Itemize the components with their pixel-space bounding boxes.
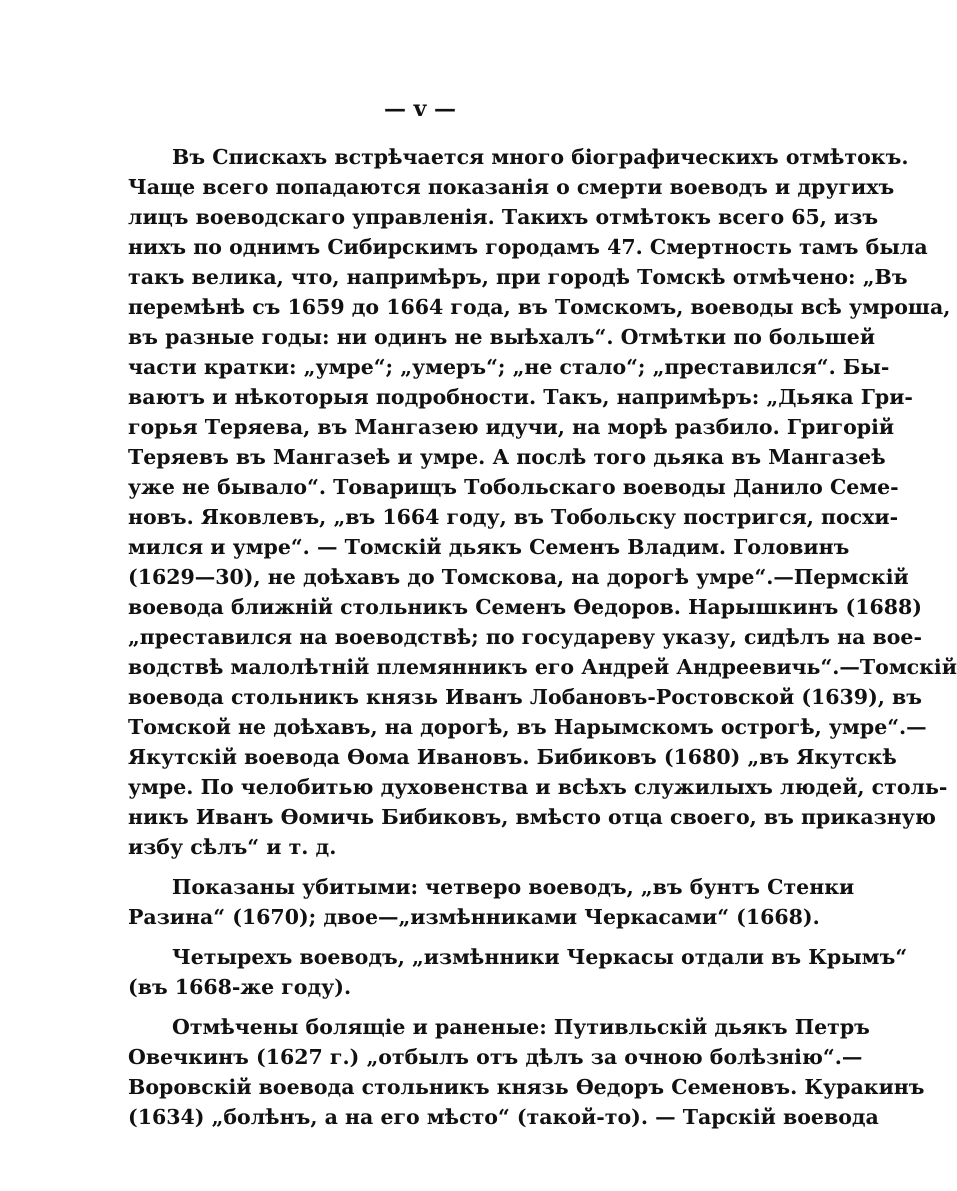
text-line: Воровскій воевода стольникъ князь Ѳедоръ Семеновъ. Куракинъ [128, 1075, 925, 1099]
paragraph-3 [128, 942, 908, 1002]
text-line: уже не бывало“. Товарищъ Тобольскаго воеводы Данило Семе- [128, 475, 899, 499]
text-line: лицъ воеводскаго управленія. Такихъ отмѣтокъ всего 65, изъ [128, 205, 879, 229]
text-line: (1634) „болѣнъ, а на его мѣсто“ (такой-то). — Тарскій воевода [128, 1105, 879, 1129]
text-line: Въ Спискахъ встрѣчается много біографическихъ отмѣтокъ. [172, 145, 909, 169]
page-number: — v — [383, 96, 457, 122]
text-line: нихъ по однимъ Сибирскимъ городамъ 47. Смертность тамъ была [128, 235, 928, 259]
text-line: (въ 1668-же году). [128, 975, 352, 999]
text-line: въ разные годы: ни одинъ не выѣхалъ“. Отмѣтки по большей [128, 325, 876, 349]
paragraph-1 [128, 142, 957, 862]
body-text [128, 142, 957, 1132]
text-line: Овечкинъ (1627 г.) „отбылъ отъ дѣлъ за очною болѣзнію“.— [128, 1045, 863, 1069]
text-line: Якутскій воевода Ѳома Ивановъ. Бибиковъ (1680) „въ Якутскѣ [128, 745, 897, 769]
text-line: ваютъ и нѣкоторыя подробности. Такъ, напримѣръ: „Дьяка Гри- [128, 385, 913, 409]
text-line: Разина“ (1670); двое—„измѣнниками Черкасами“ (1668). [128, 905, 820, 929]
text-line: Четырехъ воеводъ, „измѣнники Черкасы отдали въ Крымъ“ [172, 945, 908, 969]
text-line: умре. По челобитью духовенства и всѣхъ служилыхъ людей, столь- [128, 775, 948, 799]
text-line: Чаще всего попадаются показанія о смерти воеводъ и другихъ [128, 175, 895, 199]
text-line: новъ. Яковлевъ, „въ 1664 году, въ Тобольску постригся, посхи- [128, 505, 899, 529]
text-line: такъ велика, что, напримѣръ, при городѣ Томскѣ отмѣчено: „Въ [128, 265, 908, 289]
text-line: избу сѣлъ“ и т. д. [128, 835, 337, 859]
text-line: мился и умре“. — Томскій дьякъ Семенъ Владим. Головинъ [128, 535, 850, 559]
paragraph-4 [128, 1012, 925, 1132]
text-line: „преставился на воеводствѣ; по государеву указу, сидѣлъ на вое- [128, 625, 922, 649]
text-line: воевода ближній стольникъ Семенъ Ѳедоров. Нарышкинъ (1688) [128, 595, 922, 619]
text-line: (1629—30), не доѣхавъ до Томскова, на дорогѣ умре“.—Пермскій [128, 565, 909, 589]
text-line: никъ Иванъ Ѳомичь Бибиковъ, вмѣсто отца своего, въ приказную [128, 805, 936, 829]
paragraph-2 [128, 872, 855, 932]
text-line: горья Теряева, въ Мангазею идучи, на морѣ разбило. Григорій [128, 415, 895, 439]
text-line: Показаны убитыми: четверо воеводъ, „въ бунтъ Стенки [172, 875, 855, 899]
text-line: Томской не доѣхавъ, на дорогѣ, въ Нарымскомъ острогѣ, умре“.— [128, 715, 927, 739]
text-line: перемѣнѣ съ 1659 до 1664 года, въ Томскомъ, воеводы всѣ умроша, [128, 295, 951, 319]
text-line: Отмѣчены болящіе и раненые: Путивльскій дьякъ Петръ [172, 1015, 870, 1039]
text-line: части кратки: „умре“; „умеръ“; „не стало“; „преставился“. Бы- [128, 355, 890, 379]
text-line: водствѣ малолѣтній племянникъ его Андрей Андреевичь“.—Томскій [128, 655, 957, 679]
text-line: воевода стольникъ князь Иванъ Лобановъ-Ростовской (1639), въ [128, 685, 923, 709]
text-line: Теряевъ въ Мангазеѣ и умре. А послѣ того дьяка въ Мангазеѣ [128, 445, 886, 469]
